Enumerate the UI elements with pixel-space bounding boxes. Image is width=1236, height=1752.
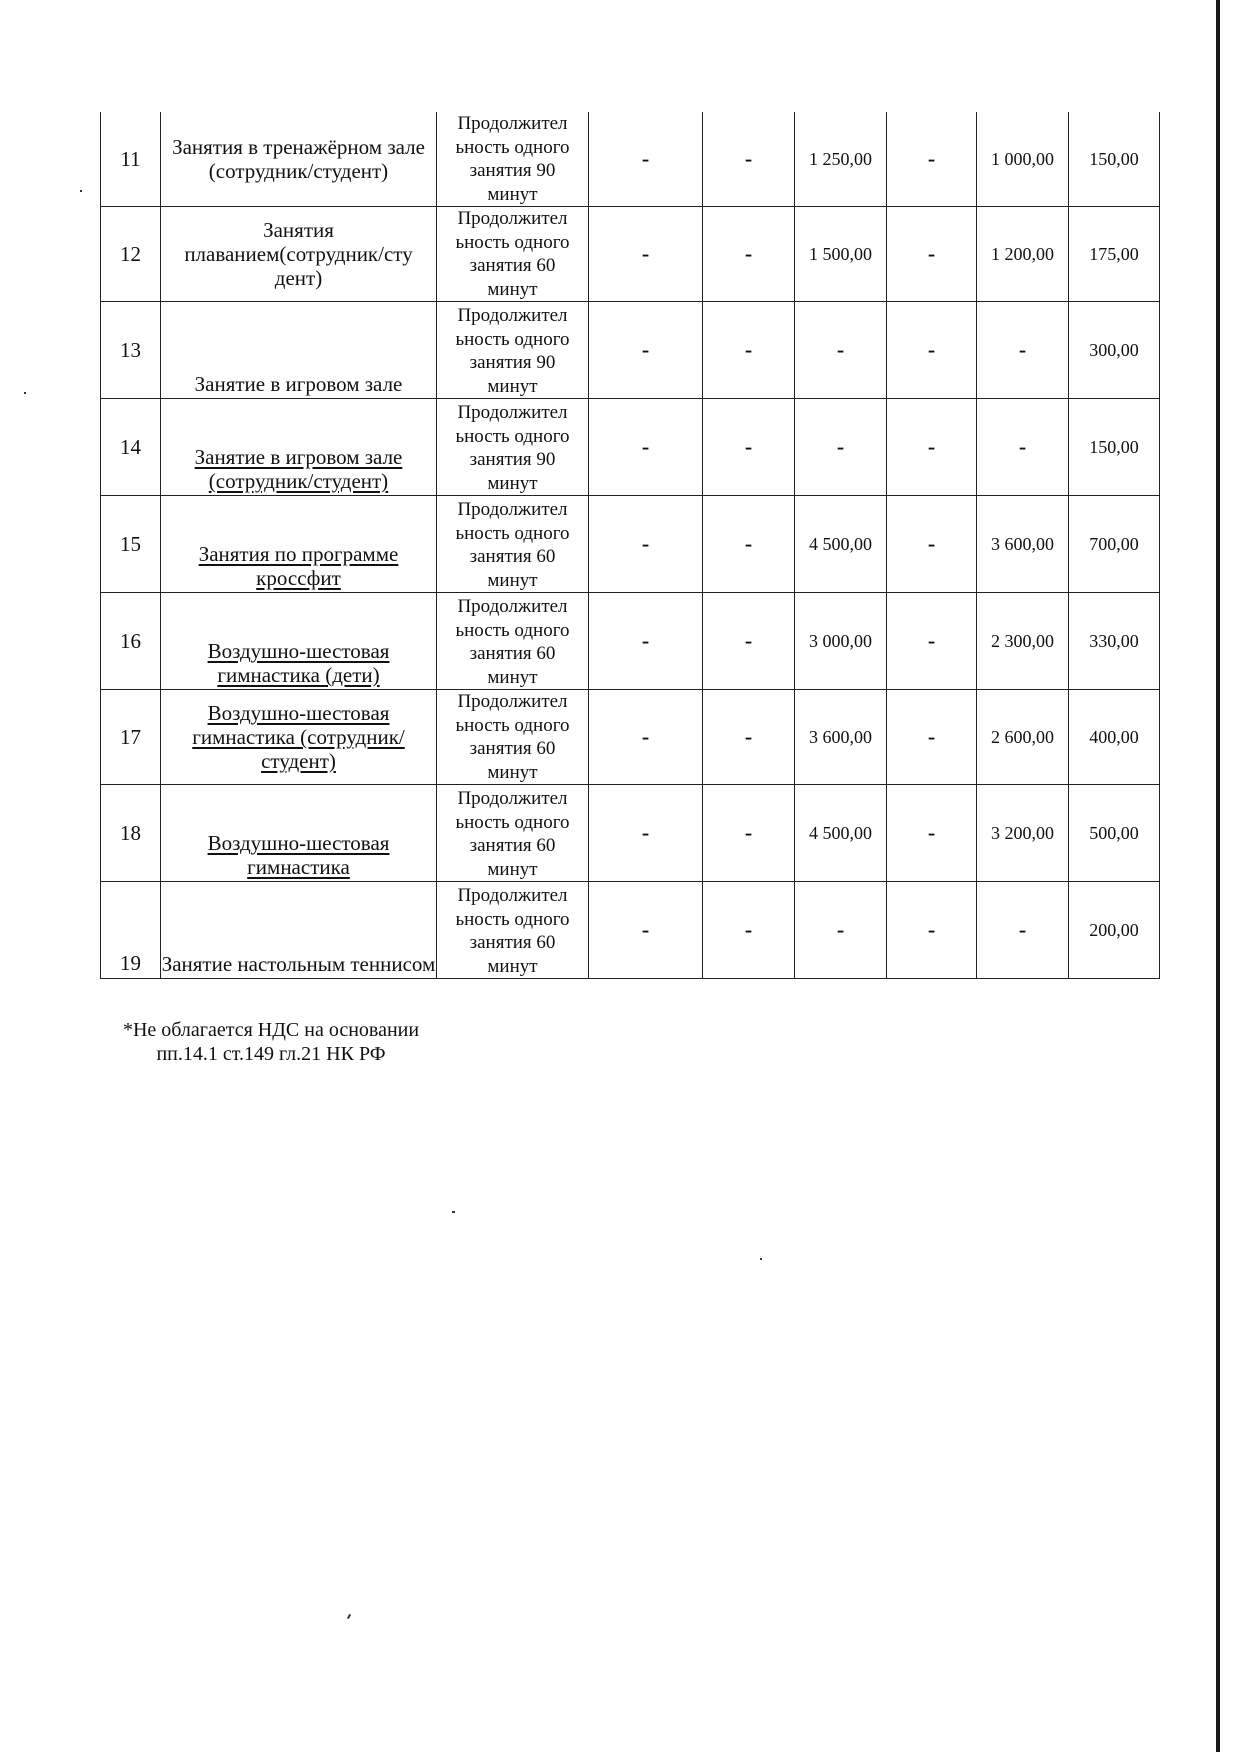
- table-row: [101, 399, 1160, 496]
- duration-line: Продолжител: [457, 596, 568, 617]
- price-cell: 300,00: [1069, 302, 1160, 399]
- row-number: 12: [101, 207, 161, 302]
- duration-line: Продолжител: [457, 402, 568, 423]
- value-cell: -: [887, 785, 977, 882]
- duration-line: занятия 90: [469, 352, 556, 373]
- duration-line: занятия 60: [469, 738, 556, 759]
- duration-line: ьность одного: [455, 425, 570, 447]
- duration-line: Продолжител: [457, 208, 568, 229]
- duration-line: Продолжител: [457, 305, 568, 326]
- row-number: 13: [101, 302, 161, 399]
- duration-line: занятия 60: [469, 932, 556, 953]
- value-cell: -: [977, 399, 1069, 496]
- row-number: 16: [101, 593, 161, 690]
- duration-line: занятия 60: [469, 643, 556, 664]
- table-row: [101, 882, 1160, 979]
- duration-line: минут: [487, 472, 538, 494]
- value-cell: -: [795, 302, 887, 399]
- value-cell: -: [703, 496, 795, 593]
- service-name: Занятия в тренажёрном зале (сотрудник/студент): [161, 112, 437, 207]
- price-cell: 500,00: [1069, 785, 1160, 882]
- price-cell: 1 000,00: [977, 112, 1069, 207]
- table-row: [101, 302, 1160, 399]
- duration-line: Продолжител: [457, 788, 568, 809]
- duration-line: Продолжител: [457, 885, 568, 906]
- duration-cell: [437, 785, 589, 882]
- duration-cell: [437, 207, 589, 302]
- value-cell: -: [887, 690, 977, 785]
- service-name-text: Воздушно-шестовая гимнастика (сотрудник/студент): [192, 701, 405, 773]
- duration-line: ьность одного: [455, 328, 570, 350]
- duration-line: ьность одного: [455, 908, 570, 930]
- duration-line: Продолжител: [457, 113, 568, 134]
- price-cell: 3 600,00: [795, 690, 887, 785]
- price-cell: 150,00: [1069, 112, 1160, 207]
- row-number: 11: [101, 112, 161, 207]
- price-cell: 200,00: [1069, 882, 1160, 979]
- value-cell: -: [589, 207, 703, 302]
- duration-line: занятия 60: [469, 835, 556, 856]
- value-cell: -: [589, 302, 703, 399]
- duration-line: занятия 90: [469, 160, 556, 181]
- row-number: 19: [101, 882, 161, 979]
- service-name-text: Воздушно-шестовая гимнастика: [207, 831, 390, 879]
- price-cell: 700,00: [1069, 496, 1160, 593]
- value-cell: -: [703, 112, 795, 207]
- value-cell: -: [887, 496, 977, 593]
- value-cell: -: [703, 785, 795, 882]
- price-cell: 150,00: [1069, 399, 1160, 496]
- value-cell: -: [703, 302, 795, 399]
- duration-cell: [437, 882, 589, 979]
- duration-cell: [437, 690, 589, 785]
- table-row: [101, 112, 1160, 207]
- price-cell: 400,00: [1069, 690, 1160, 785]
- scan-speck: [452, 1211, 455, 1213]
- value-cell: -: [977, 882, 1069, 979]
- price-cell: 3 600,00: [977, 496, 1069, 593]
- duration-line: занятия 60: [469, 546, 556, 567]
- value-cell: -: [887, 112, 977, 207]
- price-cell: 3 200,00: [977, 785, 1069, 882]
- duration-cell: [437, 112, 589, 207]
- service-name: Занятия плаванием(сотрудник/сту дент): [161, 207, 437, 302]
- service-name-text: Воздушно-шестовая гимнастика (дети): [207, 639, 390, 687]
- price-cell: 1 250,00: [795, 112, 887, 207]
- scan-page-edge: [1216, 0, 1220, 1752]
- value-cell: -: [589, 399, 703, 496]
- value-cell: -: [589, 112, 703, 207]
- table-row: [101, 690, 1160, 785]
- price-cell: 330,00: [1069, 593, 1160, 690]
- duration-cell: [437, 399, 589, 496]
- duration-line: минут: [487, 761, 538, 783]
- service-name-text: Занятия по программе кроссфит: [198, 542, 399, 590]
- row-number: 15: [101, 496, 161, 593]
- price-cell: 175,00: [1069, 207, 1160, 302]
- service-name: Занятие настольным теннисом: [161, 882, 437, 979]
- value-cell: -: [795, 882, 887, 979]
- row-number: 14: [101, 399, 161, 496]
- value-cell: -: [887, 882, 977, 979]
- price-cell: 3 000,00: [795, 593, 887, 690]
- service-name: [161, 785, 437, 882]
- duration-line: минут: [487, 278, 538, 300]
- value-cell: -: [887, 593, 977, 690]
- duration-line: ьность одного: [455, 231, 570, 253]
- value-cell: -: [589, 690, 703, 785]
- duration-line: минут: [487, 666, 538, 688]
- value-cell: -: [589, 785, 703, 882]
- duration-line: минут: [487, 569, 538, 591]
- service-name: [161, 496, 437, 593]
- value-cell: -: [703, 399, 795, 496]
- service-name: [161, 593, 437, 690]
- scan-speck: [24, 392, 26, 394]
- duration-line: ьность одного: [455, 136, 570, 158]
- value-cell: -: [703, 690, 795, 785]
- duration-cell: [437, 496, 589, 593]
- table-row: [101, 593, 1160, 690]
- value-cell: -: [589, 593, 703, 690]
- duration-line: минут: [487, 183, 538, 205]
- scan-speck: [760, 1258, 762, 1260]
- price-cell: 4 500,00: [795, 496, 887, 593]
- duration-line: минут: [487, 955, 538, 977]
- duration-cell: [437, 302, 589, 399]
- duration-line: ьность одного: [455, 522, 570, 544]
- price-table: [100, 112, 1160, 979]
- price-cell: 4 500,00: [795, 785, 887, 882]
- duration-line: ьность одного: [455, 811, 570, 833]
- table-row: [101, 207, 1160, 302]
- row-number: 17: [101, 690, 161, 785]
- duration-cell: [437, 593, 589, 690]
- vat-footnote: *Не облагается НДС на основании пп.14.1 ст.149 гл.21 НК РФ: [122, 1019, 420, 1065]
- row-number: 18: [101, 785, 161, 882]
- value-cell: -: [589, 496, 703, 593]
- duration-line: ьность одного: [455, 714, 570, 736]
- table-row: [101, 496, 1160, 593]
- duration-line: минут: [487, 858, 538, 880]
- service-name: [161, 690, 437, 785]
- value-cell: -: [977, 302, 1069, 399]
- scan-speck: [347, 1614, 351, 1619]
- duration-line: занятия 90: [469, 449, 556, 470]
- service-name: Занятие в игровом зале: [161, 302, 437, 399]
- value-cell: -: [703, 593, 795, 690]
- service-name-text: Занятие в игровом зале (сотрудник/студент): [194, 445, 403, 493]
- duration-line: Продолжител: [457, 499, 568, 520]
- service-name: [161, 399, 437, 496]
- price-cell: 2 600,00: [977, 690, 1069, 785]
- table-row: [101, 785, 1160, 882]
- value-cell: -: [703, 882, 795, 979]
- value-cell: -: [887, 399, 977, 496]
- price-cell: 1 200,00: [977, 207, 1069, 302]
- value-cell: -: [795, 399, 887, 496]
- price-cell: 2 300,00: [977, 593, 1069, 690]
- duration-line: ьность одного: [455, 619, 570, 641]
- value-cell: -: [703, 207, 795, 302]
- value-cell: -: [887, 207, 977, 302]
- value-cell: -: [887, 302, 977, 399]
- duration-line: занятия 60: [469, 255, 556, 276]
- price-cell: 1 500,00: [795, 207, 887, 302]
- scan-speck: [80, 190, 82, 192]
- value-cell: -: [589, 882, 703, 979]
- duration-line: Продолжител: [457, 691, 568, 712]
- duration-line: минут: [487, 375, 538, 397]
